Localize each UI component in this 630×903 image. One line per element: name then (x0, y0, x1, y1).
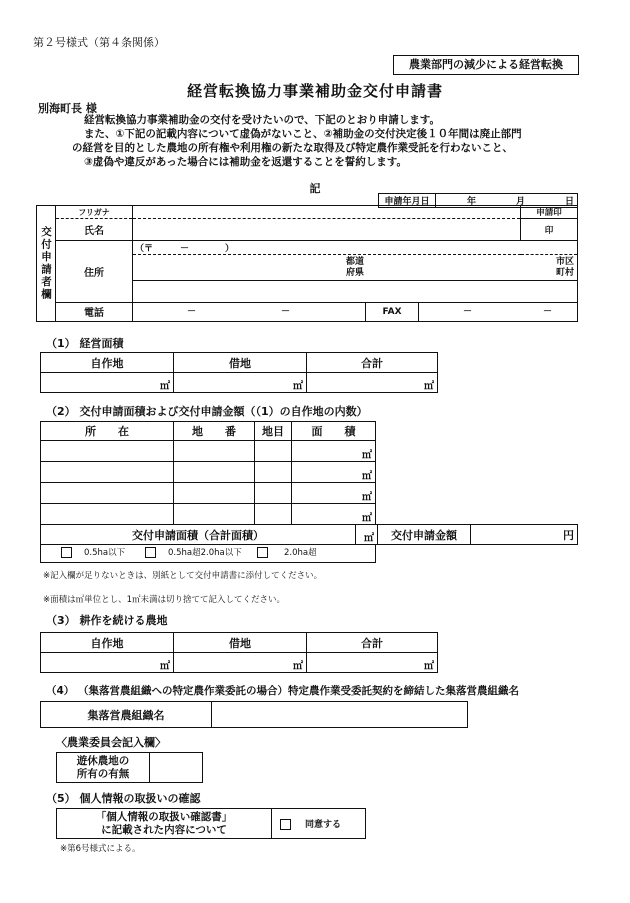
addressee: 別海町長 様 (38, 102, 97, 115)
intro-line-4: ③虚偽や違反があった場合には補助金を返還することを誓約します。 (84, 156, 407, 168)
day-label: 日 (564, 197, 574, 207)
section5-table (56, 808, 366, 839)
option-1[interactable] (61, 544, 125, 562)
option-3[interactable] (257, 544, 317, 562)
idle-land-label-1: 遊休農地の (76, 754, 130, 767)
street-address-field[interactable] (133, 280, 578, 302)
s2-category-header: 地目 (255, 422, 292, 441)
intro-line-1: 経営転換協力事業補助金の交付を受けたいので、下記のとおり申請します。 (84, 114, 440, 126)
option-2[interactable] (145, 544, 242, 562)
s2-location-cell[interactable] (41, 462, 174, 483)
section3-table (40, 632, 438, 673)
s3-owned-header: 自作地 (41, 633, 174, 653)
furigana-field[interactable] (133, 206, 521, 219)
committee-heading: 〈農業委員会記入欄〉 (56, 736, 166, 749)
s2-total-row (40, 524, 578, 545)
s2-category-cell[interactable] (255, 483, 292, 504)
section3-heading: （3） 耕作を続ける農地 (46, 614, 168, 627)
committee-table (56, 752, 203, 783)
applicant-table (36, 205, 578, 322)
section4-heading: （4） （集落営農組織への特定農作業委託の場合）特定農作業受委託契約を締結した集落営農組織名 (46, 685, 519, 697)
todo-label: 都道 (346, 256, 365, 267)
prefecture-city-field[interactable] (133, 255, 578, 280)
s2-lot-cell[interactable] (174, 462, 255, 483)
fuken-label: 府県 (346, 267, 365, 278)
s2-area-header: 面 積 (292, 422, 376, 441)
chouson-label: 町村 (555, 267, 574, 278)
s2-area-cell[interactable]: ㎡ (292, 483, 376, 504)
s2-lot-cell[interactable] (174, 441, 255, 462)
idle-land-label (57, 753, 150, 783)
s2-lot-cell[interactable] (174, 504, 255, 525)
checkbox-icon[interactable] (257, 547, 268, 558)
s2-category-cell[interactable] (255, 441, 292, 462)
option-1-label: 0.5ha以下 (84, 548, 126, 558)
table-row (41, 504, 376, 525)
form-number: 第２号様式（第４条関係） (33, 36, 165, 49)
section2-table (40, 421, 376, 525)
phone-dash-2: － (281, 306, 291, 317)
phone-dash-1: － (187, 306, 197, 317)
section1-heading: （1） 経営面積 (46, 337, 124, 350)
applicant-side-label: 交付申請者欄 (37, 206, 56, 322)
s2-lot-cell[interactable] (174, 483, 255, 504)
shiku-label: 市区 (555, 256, 574, 267)
s1-total-header: 合計 (307, 353, 438, 373)
seal-field[interactable]: 印 (521, 219, 578, 241)
s2-location-header: 所 在 (41, 422, 174, 441)
privacy-label-1: 「個人情報の取扱い確認書」 (95, 810, 233, 823)
s1-leased-header: 借地 (174, 353, 307, 373)
name-label: 氏名 (56, 219, 133, 241)
checkbox-icon[interactable] (145, 547, 156, 558)
s1-owned-header: 自作地 (41, 353, 174, 373)
s3-owned-field[interactable]: ㎡ (41, 653, 174, 673)
seal-heading: 申請印 (521, 206, 578, 219)
phone-label: 電話 (56, 302, 133, 321)
s2-location-cell[interactable] (41, 504, 174, 525)
s2-area-cell[interactable]: ㎡ (292, 504, 376, 525)
name-field[interactable] (133, 219, 521, 241)
year-label: 年 (466, 197, 476, 207)
category-tag: 農業部門の減少による経営転換 (393, 55, 579, 75)
s2-total-area-field[interactable]: ㎡ (356, 525, 378, 545)
note-1: ※記入欄が足りないときは、別紙として交付申請書に添付してください。 (43, 571, 323, 581)
fax-dash-1: － (463, 306, 473, 317)
s3-total-field[interactable]: ㎡ (307, 653, 438, 673)
privacy-consent[interactable] (272, 809, 366, 839)
s2-amount-field[interactable]: 円 (471, 525, 578, 545)
option-3-label: 2.0ha超 (284, 548, 317, 558)
intro-line-3: の経営を目的とした農地の所有権や利用権の新たな取得及び特定農作業受託を行わないこと、 (72, 142, 513, 154)
note-2: ※面積は㎡単位とし、1㎡未満は切り捨てて記入してください。 (43, 595, 286, 605)
s3-total-header: 合計 (307, 633, 438, 653)
s1-leased-field[interactable]: ㎡ (174, 373, 307, 393)
postal-field[interactable]: （〒 － ） (133, 241, 578, 255)
address-label: 住所 (56, 241, 133, 303)
s2-area-cell[interactable]: ㎡ (292, 462, 376, 483)
s1-owned-field[interactable]: ㎡ (41, 373, 174, 393)
s4-org-name-field[interactable] (212, 702, 468, 728)
document-title: 経営転換協力事業補助金交付申請書 (186, 82, 443, 100)
s2-amount-label: 交付申請金額 (378, 525, 471, 545)
fax-label: FAX (365, 303, 419, 321)
s2-location-cell[interactable] (41, 483, 174, 504)
idle-land-field[interactable] (150, 753, 203, 783)
month-label: 月 (515, 197, 525, 207)
checkbox-icon[interactable] (61, 547, 72, 558)
s2-category-cell[interactable] (255, 504, 292, 525)
section5-note: ※第6号様式による。 (60, 844, 141, 854)
s2-total-area-label: 交付申請面積（合計面積） (41, 525, 356, 545)
table-row (41, 483, 376, 504)
agree-label: 同意する (305, 820, 342, 830)
furigana-label: フリガナ (56, 206, 133, 219)
ki-heading: 記 (309, 182, 321, 195)
s4-label: 集落営農組織名 (41, 702, 212, 728)
s3-leased-header: 借地 (174, 633, 307, 653)
fax-dash-2: － (543, 306, 553, 317)
section2-heading: （2） 交付申請面積および交付申請金額（（1）の自作地の内数） (46, 405, 368, 418)
section4-table (40, 701, 468, 728)
s2-lot-header: 地 番 (174, 422, 255, 441)
s1-total-field[interactable]: ㎡ (307, 373, 438, 393)
section5-heading: （5） 個人情報の取扱いの確認 (46, 792, 201, 805)
table-row (41, 462, 376, 483)
checkbox-icon[interactable] (280, 819, 291, 830)
idle-land-label-2: 所有の有無 (76, 767, 130, 780)
s2-category-cell[interactable] (255, 462, 292, 483)
s2-area-cell[interactable]: ㎡ (292, 441, 376, 462)
date-label: 申請年月日 (379, 194, 436, 208)
s3-leased-field[interactable]: ㎡ (174, 653, 307, 673)
s2-location-cell[interactable] (41, 441, 174, 462)
option-2-label: 0.5ha超2.0ha以下 (168, 548, 242, 558)
table-row (41, 441, 376, 462)
phone-fax-field[interactable] (133, 302, 578, 321)
privacy-label (57, 809, 272, 839)
section1-table (40, 352, 438, 393)
privacy-label-2: に記載された内容について (101, 823, 227, 836)
intro-line-2: また、①下記の記載内容について虚偽がないこと、②補助金の交付決定後１０年間は廃止部門 (84, 128, 522, 140)
area-options (40, 544, 376, 563)
